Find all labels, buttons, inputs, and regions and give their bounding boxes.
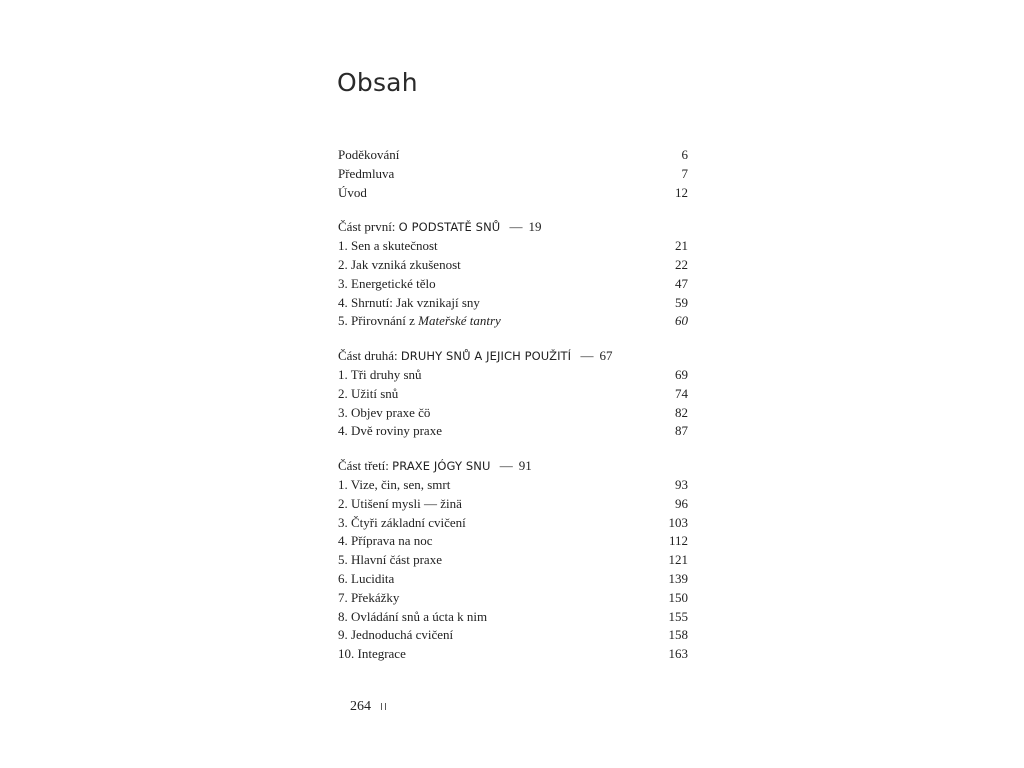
toc-entry (338, 237, 688, 256)
toc-entry-page: 69 (675, 366, 688, 382)
toc-entry-label: 4. Příprava na noc (338, 533, 433, 549)
toc-entry (338, 551, 688, 570)
toc-entry (338, 495, 688, 514)
toc-entry-label: 3. Objev praxe čö (338, 404, 431, 420)
toc-entry-page: 155 (668, 608, 688, 624)
part-dash: — (580, 348, 594, 364)
toc-entry-page: 47 (675, 275, 688, 291)
toc-part-heading-3 (338, 457, 688, 476)
toc-entry-label: 2. Utišení mysli — žinä (338, 495, 462, 511)
toc-entry-label: 6. Lucidita (338, 570, 395, 586)
toc-entry-page: 59 (675, 294, 688, 310)
toc-entry-page: 150 (668, 589, 688, 605)
toc-entry-label: 4. Dvě roviny praxe (338, 423, 442, 439)
toc-entry (338, 294, 688, 313)
toc-entry-label: 2. Užití snů (338, 385, 399, 401)
part-page: 19 (528, 219, 542, 235)
toc-entry (338, 256, 688, 275)
part-name: DRUHY SNŮ A JEJICH POUŽITÍ (400, 349, 572, 364)
toc-entry-label: Úvod (338, 184, 367, 200)
toc-entry-label: 8. Ovládání snů a úcta k nim (338, 608, 488, 624)
toc-entry-label: 2. Jak vzniká zkušenost (338, 256, 461, 272)
toc-part-heading-1 (338, 218, 688, 237)
toc-entry-label: 3. Energetické tělo (338, 275, 436, 291)
footer-marker: II (380, 702, 388, 713)
toc-entry (338, 626, 688, 645)
toc-entry-page: 103 (668, 514, 688, 530)
toc-entry (338, 385, 688, 404)
part-name: PRAXE JÓGY SNU (392, 459, 491, 474)
toc-entry-page: 7 (681, 165, 688, 181)
section-gap (338, 202, 688, 218)
toc-entry-page: 21 (675, 238, 688, 254)
toc-entry-page: 93 (675, 476, 688, 492)
toc-entry-label: Poděkování (338, 147, 400, 162)
toc-entry-label: 1. Sen a skutečnost (338, 238, 438, 254)
toc-entry-page: 22 (675, 256, 688, 272)
toc-entry-label: 5. Přirovnání z (338, 313, 415, 329)
toc-entry-page: 163 (668, 646, 688, 662)
table-of-contents (338, 146, 688, 664)
toc-entry-page: 74 (675, 385, 688, 401)
part-dash: — (509, 219, 523, 235)
toc-entry-label: 10. Integrace (338, 646, 406, 662)
toc-entry-label: Předmluva (338, 165, 395, 181)
part-prefix: Část třetí: (338, 458, 389, 474)
toc-entry-label-group (338, 312, 501, 331)
toc-entry-page: 158 (668, 627, 688, 643)
toc-entry-label: 9. Jednoduchá cvičení (338, 627, 454, 643)
page-number: 264 (350, 699, 371, 714)
toc-entry-page: 82 (675, 404, 688, 420)
section-gap (338, 441, 688, 457)
part-prefix: Část druhá: (338, 348, 398, 364)
page-title: Obsah (337, 68, 418, 97)
page-footer (350, 699, 388, 715)
toc-entry-label: 1. Tři druhy snů (338, 366, 422, 382)
toc-entry (338, 608, 688, 627)
toc-entry-label: 4. Shrnutí: Jak vznikají sny (338, 294, 480, 310)
toc-entry-foreword (338, 165, 688, 184)
part-name: O PODSTATĚ SNŮ (398, 220, 501, 235)
toc-entry (338, 589, 688, 608)
part-page: 91 (518, 458, 532, 474)
toc-entry-page: 112 (668, 533, 688, 549)
toc-entry (338, 422, 688, 441)
toc-entry-label: 7. Překážky (338, 589, 400, 605)
toc-part-heading-2 (338, 347, 688, 366)
toc-entry-page: 96 (675, 495, 688, 511)
toc-entry (338, 532, 688, 551)
toc-entry (338, 275, 688, 294)
toc-entry (338, 476, 688, 495)
toc-entry-page: 87 (675, 423, 688, 439)
toc-entry (338, 514, 688, 533)
toc-entry (338, 312, 688, 331)
toc-entry (338, 366, 688, 385)
section-gap (338, 331, 688, 347)
toc-entry-label: 5. Hlavní část praxe (338, 552, 442, 568)
toc-entry (338, 645, 688, 664)
toc-entry-label: 3. Čtyři základní cvičení (338, 514, 466, 530)
toc-entry (338, 404, 688, 423)
part-page: 67 (599, 348, 613, 364)
part-prefix: Část první: (338, 219, 396, 235)
toc-entry-page: 139 (668, 570, 688, 586)
toc-entry-page: 60 (675, 313, 688, 329)
toc-entry-page: 6 (681, 147, 688, 162)
toc-entry (338, 570, 688, 589)
toc-entry-page: 121 (668, 552, 688, 568)
toc-entry-page: 12 (675, 184, 688, 200)
part-dash: — (499, 458, 513, 474)
toc-entry-introduction (338, 184, 688, 203)
toc-entry-label-italic: Mateřské tantry (418, 313, 501, 329)
toc-entry-label: 1. Vize, čin, sen, smrt (338, 476, 451, 492)
toc-entry-acknowledgements (338, 146, 688, 165)
